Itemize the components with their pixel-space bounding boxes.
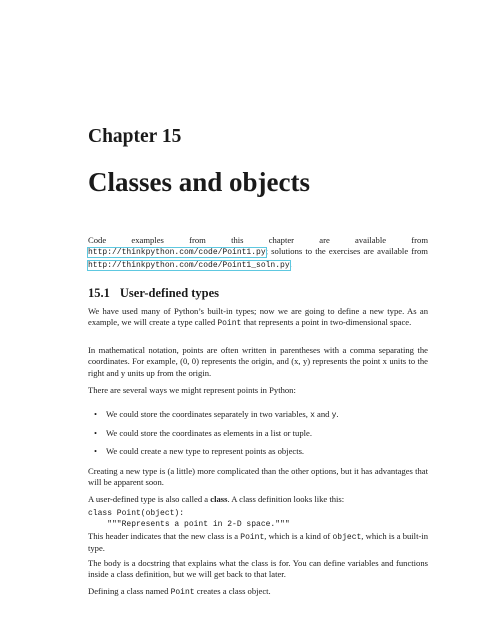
code-line: class Point(object):: [88, 509, 185, 518]
bullet-text: We could store the coordinates as elements in a list or tuple.: [106, 427, 312, 438]
para8-text-2: creates a class object.: [194, 586, 271, 596]
list-item: [88, 409, 428, 428]
bullet-text: .: [336, 409, 339, 419]
chapter-title: Classes and objects: [88, 167, 311, 197]
paragraph-1: [88, 306, 428, 330]
para5-text-2: . A class definition looks like this:: [227, 494, 345, 504]
section-number: 15.1: [88, 286, 110, 300]
paragraph-8: [88, 586, 428, 598]
intro-paragraph: [88, 235, 428, 271]
para6-text: This header indicates that the new class is a: [88, 531, 241, 541]
para6-text-2: , which is a kind of: [264, 531, 333, 541]
paragraph-3: There are several ways we might represent points in Python:: [88, 385, 296, 395]
chapter-label: Chapter 15: [88, 126, 182, 147]
paragraph-2: In mathematical notation, points are often written in parentheses with a comma separating the coordinates. For example, (0, 0) represents the origin, and (x, y) represents the point x units to the right and y units up from the origin.: [88, 345, 428, 378]
para8-text: Defining a class named: [88, 586, 171, 596]
paragraph-5: [88, 494, 428, 505]
intro-text: Code examples from this chapter are available from: [88, 235, 428, 245]
inline-code: Point: [240, 533, 265, 542]
list-item: [88, 428, 428, 447]
section-heading: [88, 286, 219, 301]
code-url-link[interactable]: [88, 248, 266, 257]
code-url-part1: http://thinkpython.com/code/: [88, 248, 223, 258]
list-item: [88, 446, 428, 465]
intro-text-2: ; solutions to the exercises are available from: [265, 246, 428, 257]
bullet-text: We could create a new type to represent points as objects.: [106, 446, 305, 456]
section-title: User-defined types: [119, 286, 220, 300]
inline-code: Point: [170, 588, 195, 597]
solution-url-link[interactable]: [88, 258, 292, 270]
paragraph-7: The body is a docstring that explains what the class is for. You can define variables and functions inside a class definition, but we will get back to that later.: [88, 558, 428, 580]
paragraph-6: [88, 531, 428, 555]
bullet-list: [88, 409, 428, 465]
inline-code: object: [332, 533, 362, 542]
solution-url-part1: http://thinkpython.com/code/: [88, 260, 223, 270]
solution-url-part2: Point1_soln.py: [222, 260, 290, 270]
paragraph-4: Creating a new type is (a little) more complicated than the other options, but it has advantages that will be apparent soon.: [88, 466, 428, 488]
code-block: [88, 508, 428, 530]
para6-text-3: , which is a built-in type.: [88, 531, 429, 554]
inline-code: y: [331, 411, 337, 420]
bullet-text: We could store the coordinates separately in two variables,: [106, 409, 311, 419]
inline-code: x: [310, 411, 315, 420]
para1-text-2: that represents a point in two-dimensional space.: [241, 317, 412, 328]
intro-text-3: .: [289, 258, 292, 269]
inline-code: Point: [217, 319, 242, 329]
para5-text: A user-defined type is also called a: [88, 494, 211, 504]
bold-term: class: [210, 494, 228, 504]
code-url-part2: Point1.py: [222, 248, 266, 258]
code-line: """Represents a point in 2-D space.""": [88, 520, 290, 529]
para1-text: We have used many of Python’s built-in types; now we are going to define a new type. As an example, we will create a type called: [88, 306, 428, 328]
bullet-text: and: [314, 409, 332, 419]
